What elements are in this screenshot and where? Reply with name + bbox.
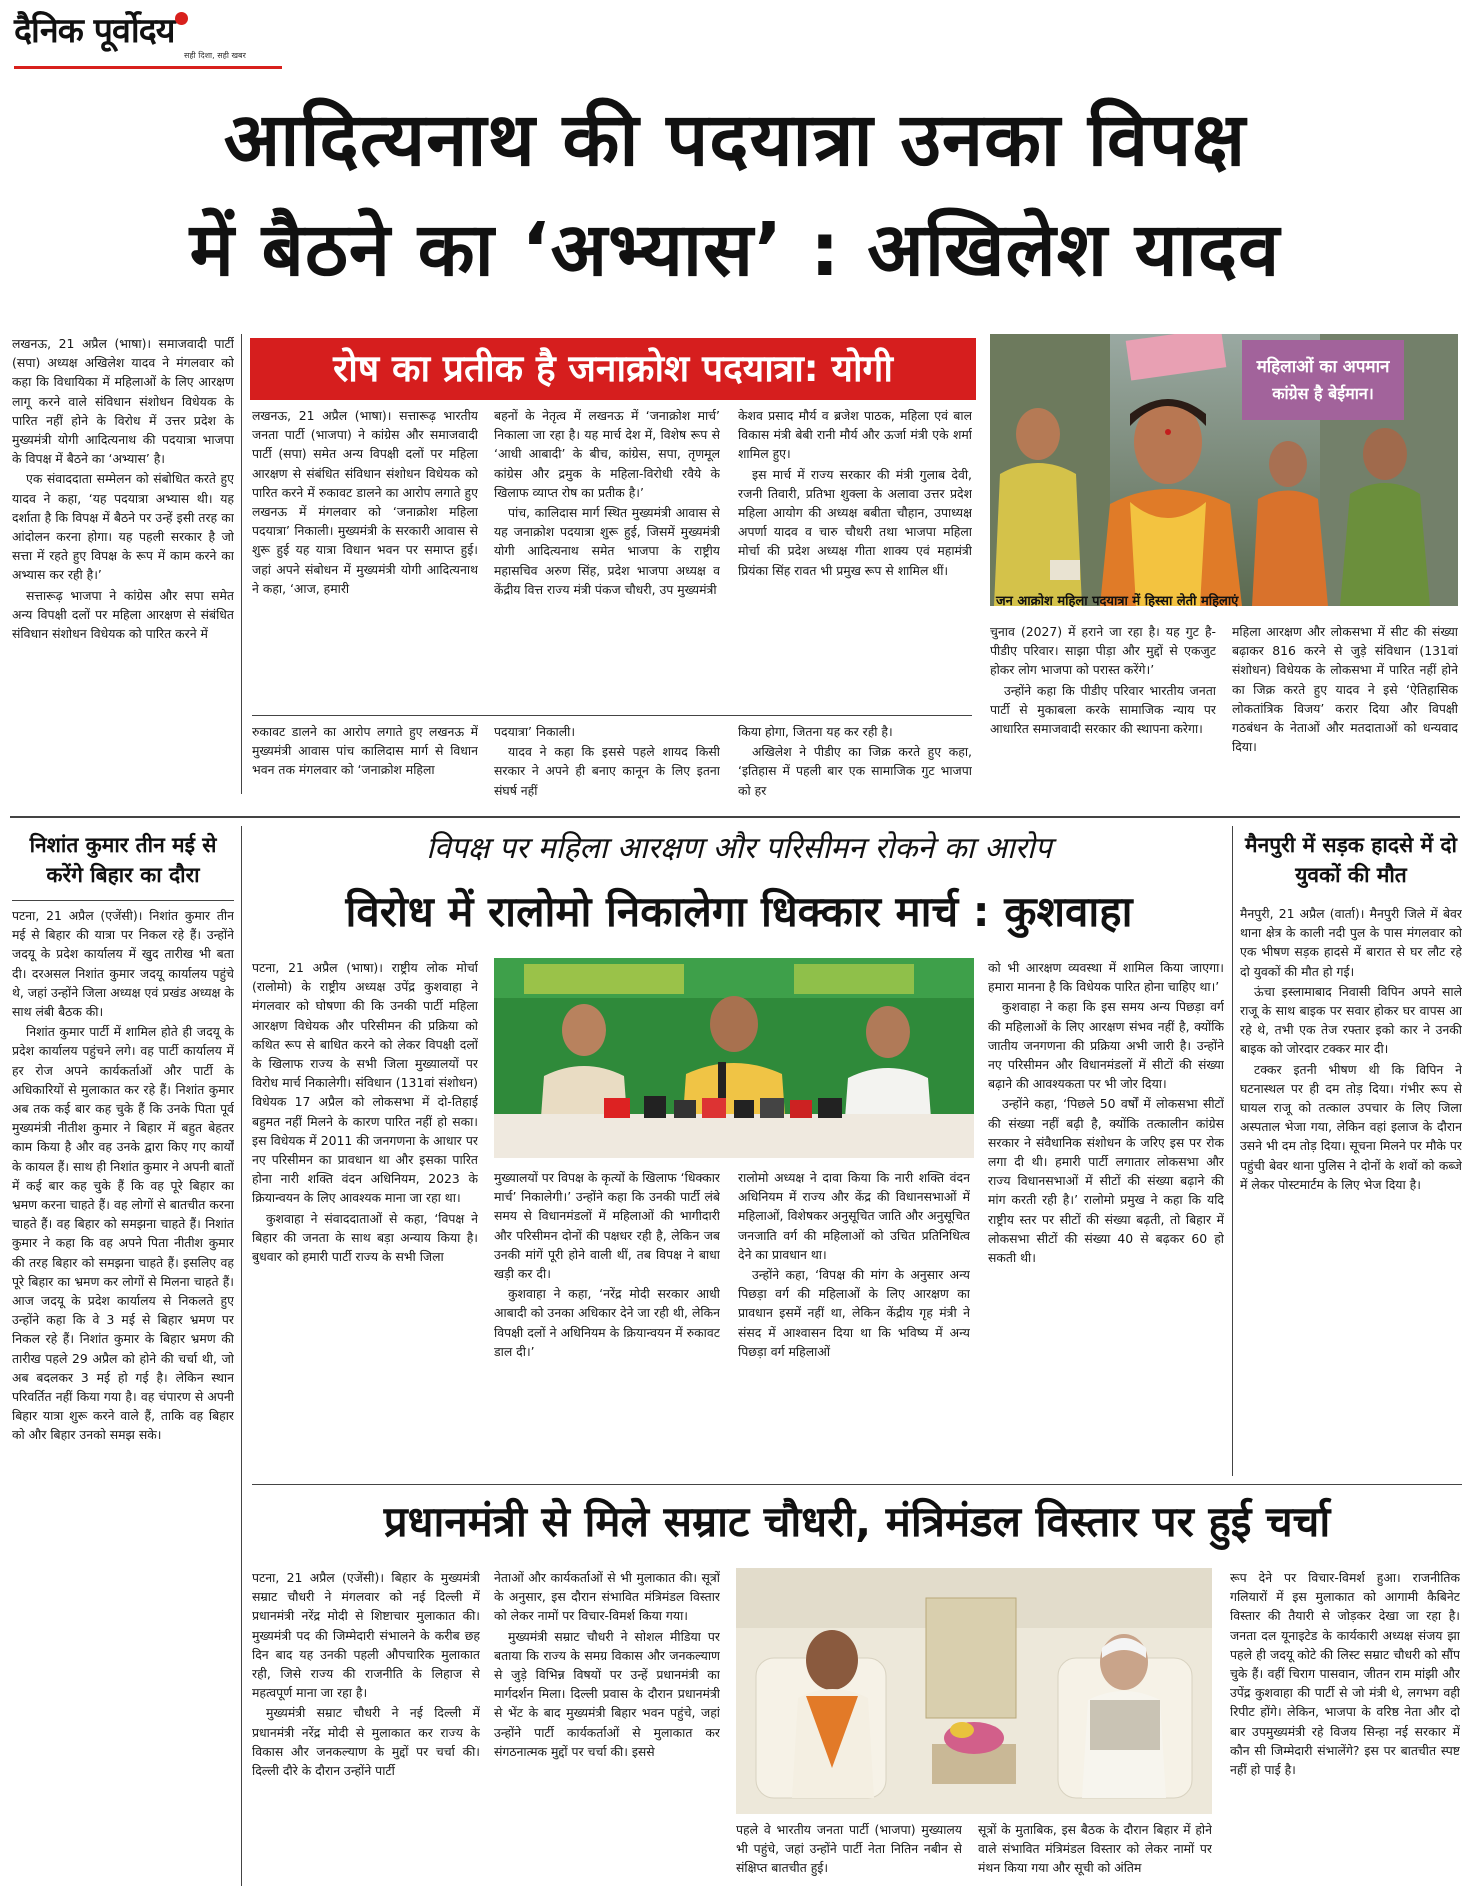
paragraph: किया होगा, जितना यह कर रही है। — [738, 724, 893, 739]
paragraph: इस मार्च में राज्य सरकार की मंत्री गुलाब देवी, रजनी तिवारी, प्रतिभा शुक्ला के अलावा उत्तर प्रदेश महिला आयोग की अध्यक्ष बबीता चौहान, उपाध्यक्ष अपर्णा यादव व चारु चौधरी तथा भाजपा महिला मोर्चा की प्रदेश अध्यक्ष गीता शाक्य एवं महामंत्री प्रियंका सिंह रावत भी प्रमुख रूप से शामिल थीं। — [738, 466, 972, 578]
logo-dot-icon — [175, 12, 188, 25]
paragraph: बहनों के नेतृत्व में लखनऊ में ‘जनाक्रोश मार्च’ निकाला जा रहा है। यह मार्च देश में, विशेष रूप से ‘आधी आबादी’ के बीच, कांग्रेस, सपा, तृणमूल कांग्रेस और द्रमुक के महिला-विरोधी रवैये के खिलाफ व्याप्त रोष का प्रतीक है।’ — [494, 408, 720, 500]
meeting-illustration — [736, 1568, 1212, 1814]
paragraph: पटना, 21 अप्रैल (एजेंसी)। बिहार के मुख्यमंत्री सम्राट चौधरी ने मंगलवार को नई दिल्ली में प्रधानमंत्री नरेंद्र मोदी से शिष्टाचार मुलाकात की। मुख्यमंत्री पद की जिम्मेदारी संभालने के करीब छह दिन बाद यह उनकी पहली औपचारिक मुलाकात रही, जिसे राज्य की राजनीति के लिहाज से महत्वपूर्ण माना जा रहा है। — [252, 1570, 480, 1701]
samrat-column-1 — [252, 1568, 480, 1888]
paragraph: उन्होंने कहा, ‘पिछले 50 वर्षों में लोकसभा सीटों की संख्या नहीं बढ़ी है, क्योंकि तत्कालीन कांग्रेस सरकार ने संवैधानिक संशोधन के जरिए इस पर रोक लगा दी थी। हमारी पार्टी लगातार लोकसभा और राज्य विधानसभाओं में सीटों की संख्या बढ़ाने की मांग करती रही है।’ रालोमो प्रमुख ने कहा कि यदि राष्ट्रीय स्तर पर सीटों की संख्या बढ़ती, तो बिहार में लोकसभा सीटों की संख्या 40 से बढ़कर 60 हो सकती थी। — [988, 1096, 1224, 1266]
samrat-column-4 — [978, 1820, 1212, 1888]
paragraph: उन्होंने कहा, ‘विपक्ष की मांग के अनुसार अन्य पिछड़ा वर्ग की महिलाओं के लिए आरक्षण का प्रावधान इसमें नहीं था, लेकिन केंद्रीय गृह मंत्री ने संसद में आश्वासन दिया था कि भविष्य में अन्य पिछड़ा वर्ग महिलाओं — [738, 1267, 970, 1359]
paragraph: टक्कर इतनी भीषण थी कि विपिन ने घटनास्थल पर ही दम तोड़ दिया। गंभीर रूप से घायल राजू को तत्काल उपचार के लिए जिला अस्पताल भेजा गया, लेकिन वहां इलाज के दौरान उसने भी दम तोड़ दिया। सूचना मिलने पर मौके पर पहुंची बेवर थाना पुलिस ने दोनों के शवों को कब्जे में लेकर पोस्टमार्टम के लिए भेज दिया है। — [1240, 1061, 1462, 1192]
mainpuri-headline: मैनपुरी में सड़क हादसे में दो युवकों की मौत — [1245, 833, 1457, 887]
column-divider — [241, 334, 242, 794]
masthead — [14, 6, 314, 78]
column-divider — [1232, 826, 1233, 1476]
paragraph: पहले वे भारतीय जनता पार्टी (भाजपा) मुख्यालय भी पहुंचे, जहां उन्होंने पार्टी नेता नितिन नबीन से संक्षिप्त बातचीत हुई। — [736, 1822, 962, 1876]
yogi-column-1 — [252, 406, 478, 708]
paragraph: मैनपुरी, 21 अप्रैल (वार्ता)। मैनपुरी जिले में बेवर थाना क्षेत्र के काली नदी पुल के पास मंगलवार को एक भीषण सड़क हादसे में बारात से घर लौट रहे दो युवकों की मौत हो गई। — [1240, 906, 1462, 979]
section-divider — [10, 816, 1460, 818]
main-headline-line2: में बैठने का ‘अभ्यास’ : अखिलेश यादव — [189, 207, 1281, 293]
paragraph: ऊंचा इस्लामाबाद निवासी विपिन अपने साले राजू के साथ बाइक पर सवार होकर घर वापस आ रहे थे, तभी एक तेज रफ्तार इको कार ने उनकी बाइक को जोरदार टक्कर मार दी। — [1240, 983, 1462, 1057]
paragraph: पदयात्रा’ निकाली। — [494, 724, 576, 739]
paragraph: अखिलेश ने पीडीए का जिक्र करते हुए कहा, ‘इतिहास में पहली बार एक सामाजिक गुट भाजपा को हर — [738, 744, 972, 798]
masthead-tagline: सही दिशा, सही खबर — [184, 51, 246, 60]
samrat-headline: प्रधानमंत्री से मिले सम्राट चौधरी, मंत्रिमंडल विस्तार पर हुई चर्चा — [383, 1497, 1331, 1546]
paragraph: पटना, 21 अप्रैल (भाषा)। राष्ट्रीय लोक मोर्चा (रालोमो) के राष्ट्रीय अध्यक्ष उपेंद्र कुशवाहा ने मंगलवार को घोषणा की कि उनकी पार्टी महिला आरक्षण विधेयक और परिसीमन की प्रक्रिया को कथित रूप से बाधित करने को लेकर विपक्षी दलों के खिलाफ राज्य के सभी जिला मुख्यालयों पर विरोध मार्च निकालेगी। संविधान (131वां संशोधन) विधेयक 17 अप्रैल को लोकसभा में दो-तिहाई बहुमत नहीं मिलने के कारण पारित नहीं हो सका। इस विधेयक में 2011 की जनगणना के आधार पर नए परिसीमन का प्रावधान था और इसका पारित होना नारी शक्ति वंदन अधिनियम, 2023 के क्रियान्वयन के लिए आवश्यक माना जा रहा था। — [252, 960, 478, 1206]
yogi-column-3 — [738, 406, 972, 708]
kushwaha-column-2 — [494, 1168, 720, 1476]
kushwaha-press-photo — [494, 958, 974, 1158]
paragraph: लखनऊ, 21 अप्रैल (भाषा)। समाजवादी पार्टी (सपा) अध्यक्ष अखिलेश यादव ने मंगलवार को कहा कि विधायिका में महिलाओं के लिए आरक्षण लागू करने वाले संविधान संशोधन विधेयक के पारित नहीं होने के विरोध में उत्तर प्रदेश के मुख्यमंत्री योगी आदित्यनाथ की पदयात्रा भाजपा के विपक्ष में बैठने का ‘अभ्यास’ है। — [12, 336, 234, 467]
main-story-column-1 — [12, 334, 234, 794]
placard-text-2: कांग्रेस है बेईमान। — [1272, 384, 1374, 403]
paragraph: कुशवाहा ने संवाददाताओं से कहा, ‘विपक्ष ने बिहार की जनता के साथ बड़ा अन्याय किया है। बुधवार को हमारी पार्टी राज्य के सभी जिला — [252, 1210, 478, 1265]
masthead-logo: दैनिक पूर्वोदय — [14, 11, 175, 51]
samrat-column-3 — [736, 1820, 962, 1888]
paragraph: सूत्रों के मुताबिक, इस बैठक के दौरान बिहार में होने वाले संभावित मंत्रिमंडल विस्तार को लेकर नामों पर मंथन किया गया और सूची को अंतिम — [978, 1822, 1212, 1876]
yogi-column-2 — [494, 406, 720, 708]
main-story-column-3 — [1232, 622, 1458, 800]
paragraph: नेताओं और कार्यकर्ताओं से भी मुलाकात की। सूत्रों के अनुसार, इस दौरान संभावित मंत्रिमंडल विस्तार को लेकर नामों पर विचार-विमर्श किया गया। — [494, 1570, 720, 1624]
paragraph: मुख्यमंत्री सम्राट चौधरी ने नई दिल्ली में प्रधानमंत्री नरेंद्र मोदी से मुलाकात कर राज्य के विकास और जनकल्याण के मुद्दों पर चर्चा की। दिल्ली दौरे के दौरान उन्होंने पार्टी — [252, 1705, 480, 1779]
paragraph: मुख्यालयों पर विपक्ष के कृत्यों के खिलाफ ‘धिक्कार मार्च’ निकालेगी।’ उन्होंने कहा कि उनकी पार्टी लंबे समय से विधानमंडलों में महिलाओं की भागीदारी और परिसीमन दोनों की पक्षधर रही है, लेकिन जब उनकी मांगें पूरी होने वाली थीं, तब विपक्ष ने बाधा खड़ी कर दी। — [494, 1170, 720, 1282]
paragraph: पटना, 21 अप्रैल (एजेंसी)। निशांत कुमार तीन मई से बिहार की यात्रा पर निकल रहे हैं। उन्होंने जदयू के प्रदेश कार्यालय में खुद तारीख भी बता दी। दरअसल निशांत कुमार जदयू कार्यालय पहुंचे थे, जहां उन्होंने जिला अध्यक्ष एवं प्रखंड अध्यक्ष के साथ लंबी बैठक की। — [12, 908, 234, 1020]
main-headline-line1: आदित्यनाथ की पदयात्रा उनका विपक्ष — [223, 97, 1247, 183]
modi-samrat-meeting-photo — [736, 1568, 1212, 1814]
paragraph: केशव प्रसाद मौर्य व ब्रजेश पाठक, महिला एवं बाल विकास मंत्री बेबी रानी मौर्य और ऊर्जा मंत्री एके शर्मा शामिल हुए। — [738, 408, 972, 462]
paragraph: यादव ने कहा कि इससे पहले शायद किसी सरकार ने अपने ही बनाए कानून के लिए इतना संघर्ष नहीं — [494, 744, 720, 798]
paragraph: रूप देने पर विचार-विमर्श हुआ। राजनीतिक गलियारों में इस मुलाकात को आगामी कैबिनेट विस्तार की तैयारी से जोड़कर देखा जा रहा है। जनता दल यूनाइटेड के कार्यकारी अध्यक्ष संजय झा पहले ही जदयू कोटे की लिस्ट सम्राट चौधरी को सौंप चुके हैं। वहीं चिराग पासवान, जीतन राम मांझी और उपेंद्र कुशवाहा की पार्टी से जो मंत्री थे, लगभग वही रिपीट होंगे। लेकिन, भाजपा के वरिष्ठ नेता और दो बार उपमुख्यमंत्री रहे विजय सिन्हा नई सरकार में कौन सी जिम्मेदारी संभालेंगे? इस पर बातचीत स्पष्ट नहीं हो पाई है। — [1230, 1570, 1460, 1778]
divider — [252, 715, 972, 716]
paragraph: पांच, कालिदास मार्ग स्थित मुख्यमंत्री आवास से यह जनाक्रोश पदयात्रा शुरू हुई, जिसमें मुख्यमंत्री योगी आदित्यनाथ समेत भाजपा के राष्ट्रीय महासचिव अरुण सिंह, प्रदेश भाजपा अध्यक्ष व केंद्रीय वित्त राज्य मंत्री पंकज चौधरी, उप मुख्यमंत्री — [494, 505, 720, 597]
nishant-headline: निशांत कुमार तीन मई से करेंगे बिहार का दौरा — [29, 833, 217, 887]
paragraph: मुख्यमंत्री सम्राट चौधरी ने सोशल मीडिया पर बताया कि राज्य के समग्र विकास और जनकल्याण से जुड़े विभिन्न विषयों पर उन्हें प्रधानमंत्री का मार्गदर्शन मिला। दिल्ली प्रवास के दौरान प्रधानमंत्री से भेंट के बाद मुख्यमंत्री बिहार भवन पहुंचे, जहां उन्होंने पार्टी कार्यकर्ताओं से मुलाकात कर संगठनात्मक मुद्दों पर चर्चा की। इससे — [494, 1628, 720, 1759]
paragraph: उन्होंने कहा कि पीडीए परिवार भारतीय जनता पार्टी से मुकाबला करके सामाजिक न्याय पर आधारित समाजवादी सरकार की स्थापना करेगा। — [990, 682, 1216, 737]
paragraph: रालोमो अध्यक्ष ने दावा किया कि नारी शक्ति वंदन अधिनियम में राज्य और केंद्र की विधानसभाओं में महिलाओं, विशेषकर अनुसूचित जाति और अनुसूचित जनजाति वर्ग की महिलाओं को उचित प्रतिनिधित्व देने का प्रावधान था। — [738, 1170, 970, 1262]
yogi-column-4 — [252, 722, 478, 800]
kushwaha-kicker: विपक्ष पर महिला आरक्षण और परिसीमन रोकने का आरोप — [426, 831, 1052, 866]
nishant-body — [12, 906, 234, 1886]
women-march-photo — [990, 334, 1458, 606]
divider — [12, 900, 234, 901]
placard-text-1: महिलाओं का अपमान — [1256, 357, 1390, 377]
paragraph: एक संवाददाता सम्मेलन को संबोधित करते हुए यादव ने कहा, ‘यह पदयात्रा अभ्यास थी। यह दर्शाता है कि विपक्ष में बैठने पर उन्हें इसी तरह का आंदोलन करना होगा। यह पहली सरकार है जो सत्ता में रहते हुए विपक्ष के रूप में काम करने का अभ्यास कर रही है।’ — [12, 471, 234, 583]
paragraph: चुनाव (2027) में हराने जा रहा है। यह गुट है-पीडीए परिवार। साझा पीड़ा और मुद्दों से एकजुट होकर लोग भाजपा को परास्त करेंगे।’ — [990, 624, 1216, 678]
mainpuri-body — [1240, 904, 1462, 1474]
paragraph: महिला आरक्षण और लोकसभा में सीट की संख्या बढ़ाकर 816 करने से जुड़े संविधान (131वां संशोधन) विधेयक के लोकसभा में पारित नहीं होने का जिक्र करते हुए यादव ने इसे ‘ऐतिहासिक लोकतांत्रिक विजय’ करार दिया और विपक्षी गठबंधन के नेताओं और मतदाताओं को धन्यवाद दिया। — [1232, 624, 1458, 755]
paragraph: रुकावट डालने का आरोप लगाते हुए लखनऊ में मुख्यमंत्री आवास पांच कालिदास मार्ग से विधान भवन तक मंगलवार को ‘जनाक्रोश महिला — [252, 724, 478, 778]
paragraph: कुशवाहा ने कहा, ‘नरेंद्र मोदी सरकार आधी आबादी को उनका अधिकार देने जा रही थी, लेकिन विपक्षी दलों ने अधिनियम के क्रियान्वयन में रुकावट डाल दी।’ — [494, 1286, 720, 1359]
paragraph: सत्तारूढ़ भाजपा ने कांग्रेस और सपा समेत अन्य विपक्षी दलों पर महिला आरक्षण से संबंधित संविधान संशोधन विधेयक को पारित करने में — [12, 587, 234, 642]
yogi-column-5 — [494, 722, 720, 800]
press-conference-illustration — [494, 958, 974, 1158]
paragraph: लखनऊ, 21 अप्रैल (भाषा)। सत्तारूढ़ भारतीय जनता पार्टी (भाजपा) ने कांग्रेस और समाजवादी पार्टी (सपा) समेत अन्य विपक्षी दलों पर महिला आरक्षण से संबंधित संविधान संशोधन विधेयक को पारित करने में रुकावट डालने का आरोप लगाते हुए लखनऊ में मंगलवार को ‘जनाक्रोश महिला पदयात्रा’ निकाली। मुख्यमंत्री के सरकारी आवास से शुरू हुई यह यात्रा विधान भवन पर समाप्त हुई। जहां अपने संबोधन में मुख्यमंत्री योगी आदित्यनाथ ने कहा, ‘आज, हमारी — [252, 408, 478, 596]
main-story-column-2 — [990, 622, 1216, 800]
divider — [252, 1484, 1462, 1485]
paragraph: को भी आरक्षण व्यवस्था में शामिल किया जाएगा। हमारा मानना है कि विधेयक पारित होना चाहिए था।’ — [988, 960, 1224, 995]
paragraph: निशांत कुमार पार्टी में शामिल होते ही जदयू के प्रदेश कार्यालय पहुंचने लगे। वह पार्टी कार्यालय में हर रोज अपने कार्यकर्ताओं और पार्टी के अधिकारियों से मुलाकात कर रहे हैं। निशांत कुमार अब तक कई बार कह चुके हैं कि उनके पिता पूर्व मुख्यमंत्री नीतीश कुमार ने बिहार में बहुत बेहतर काम किया है और वह उनके द्वारा किए गए कार्यों के कायल हैं। साथ ही निशांत कुमार ने अपनी बातों में कई बार कह चुके हैं कि वह पूरे बिहार का भ्रमण करना चाहते हैं। वह लोगों से बातचीत करना चाहते हैं। वह बिहार को समझना चाहते हैं। निशांत कुमार ने कहा कि वह अपने पिता नीतीश कुमार की तरह बिहार को समझना चाहते हैं। इसलिए वह पूरे बिहार का भ्रमण कर लोगों से मिलना चाहते हैं। आज जदयू के प्रदेश कार्यालय से निकलते हुए उन्होंने कहा कि वे 3 मई से बिहार भ्रमण पर निकल रहे हैं। निशांत कुमार के बिहार भ्रमण की तारीख पहले 29 अप्रैल को होने की चर्चा थी, जो अब बदलकर 3 मई हो गई है। लेकिन स्थान परिवर्तित नहीं किया गया है। वह चंपारण से अपनी बिहार यात्रा शुरू करने वाले हैं, ताकि वह बिहार को और बिहार उनको समझ सके। — [12, 1024, 234, 1443]
kushwaha-headline: विरोध में रालोमो निकालेगा धिक्कार मार्च : कुशवाहा — [345, 887, 1133, 936]
photo-caption: जन आक्रोश महिला पदयात्रा में हिस्सा लेती महिलाएं — [996, 594, 1239, 609]
yogi-banner-headline: रोष का प्रतीक है जनाक्रोश पदयात्रा: योगी — [250, 338, 976, 400]
samrat-column-2 — [494, 1568, 720, 1888]
paragraph: कुशवाहा ने कहा कि इस समय अन्य पिछड़ा वर्ग की महिलाओं के लिए आरक्षण संभव नहीं है, क्योंकि जातीय जनगणना की प्रक्रिया अभी जारी है। उन्होंने नए परिसीमन और विधानमंडलों में सीटों की संख्या बढ़ाने की आवश्यकता पर भी जोर दिया। — [988, 999, 1224, 1092]
women-march-illustration — [990, 334, 1458, 606]
kushwaha-column-4 — [988, 958, 1224, 1476]
samrat-column-5 — [1230, 1568, 1460, 1888]
kushwaha-column-1 — [252, 958, 478, 1476]
yogi-column-6 — [738, 722, 972, 800]
kushwaha-column-3 — [738, 1168, 970, 1476]
column-divider — [241, 826, 242, 1886]
masthead-rule — [14, 66, 282, 69]
